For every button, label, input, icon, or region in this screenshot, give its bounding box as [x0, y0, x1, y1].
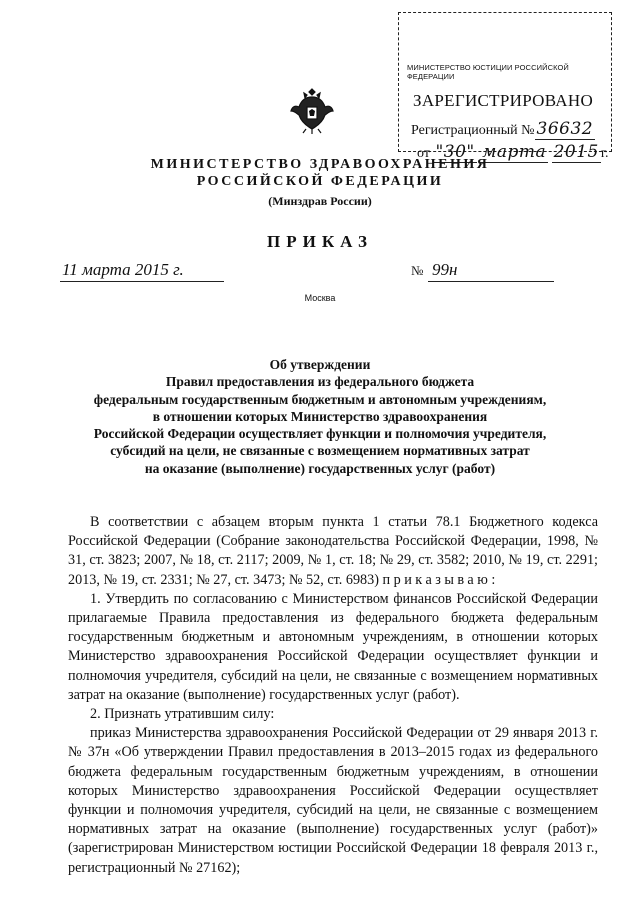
title-line: Об утверждении — [269, 357, 371, 372]
order-title: ПРИКАЗ — [267, 232, 373, 251]
stamp-reg-label: Регистрационный № — [411, 123, 535, 138]
document-body — [68, 513, 598, 878]
registration-stamp — [398, 12, 612, 162]
ministry-name-line2: РОССИЙСКОЙ ФЕДЕРАЦИИ — [196, 174, 444, 189]
title-line: федеральным государственным бюджетным и автономным учреждениям, — [93, 391, 547, 407]
item-1-paragraph: 1. Утвердить по согласованию с Министерством финансов Российской Федерации прилагаемые Правила предоставления из федерального бюджета федеральным государственным бюджетным и автономным учреждениям, в отношении которых Министерство здравоохранения Российской Федерации осуществляет функции и полномочия учредителя, субсидий на цели, не связанные с возмещением нормативных затрат на оказание (выполнение) государственных услуг (работ). — [68, 590, 598, 703]
order-date: 11 марта 2015 г. — [60, 259, 224, 282]
title-line: в отношении которых Министерство здравоохранения — [152, 408, 488, 424]
ministry-name-line1: МИНИСТЕРСТВО ЗДРАВООХРАНЕНИЯ — [150, 157, 490, 172]
order-number-sign: № — [411, 263, 424, 278]
order-subject-title — [52, 356, 588, 477]
preamble-text: В соответствии с абзацем вторым пункта 1 статьи 78.1 Бюджетного кодекса Российской Федерации (Собрание законодательства Российской Федерации, 1998, № 31, ст. 3823; 2007, № 18, ст. 2117; 2009, № 1, ст. 18; № 29, ст. 3582; 2010, № 19, ст. 2291; 2013, № 19, ст. 2331; № 27, ст. 3473; № 52, ст. 6983) — [68, 514, 598, 588]
stamp-registered-label: ЗАРЕГИСТРИРОВАНО — [413, 91, 594, 110]
stamp-date-day: "30" — [435, 142, 475, 162]
stamp-date-prefix: от — [417, 146, 430, 161]
stamp-registration-line — [411, 119, 595, 139]
title-line: субсидий на цели, не связанные с возмещением нормативных затрат — [110, 443, 530, 459]
item-2-subparagraph: приказ Министерства здравоохранения Российской Федерации от 29 января 2013 г. № 37н «Об утверждении Правил предоставления в 2013–2015 годах из федерального бюджета федеральным государственным бюджетным учреждениям, в отношении которых Министерство здравоохранения Российской Федерации осуществляет функции и полномочия учредителя, субсидий на цели, не связанные с возмещением нормативных затрат на оказание (выполнение) государственных услуг (работ)» (зарегистрирован Министерством юстиции Российской Федерации 18 февраля 2013 г., регистрационный № 27162); — [68, 725, 598, 876]
order-word: приказываю: — [382, 571, 499, 588]
stamp-date-suffix: г. — [600, 146, 609, 161]
title-line: Правил предоставления из федерального бюджета — [165, 374, 475, 390]
stamp-reg-number: 36632 — [536, 119, 594, 139]
stamp-date-year: 2015 — [553, 142, 599, 162]
order-number: 99н — [428, 259, 554, 282]
ministry-short-name: (Минздрав России) — [268, 194, 372, 208]
stamp-date-month: марта — [482, 142, 547, 162]
preamble-paragraph — [68, 513, 598, 590]
stamp-ministry-name: МИНИСТЕРСТВО ЮСТИЦИИ РОССИЙСКОЙ ФЕДЕРАЦИИ — [407, 63, 569, 81]
city: Москва — [304, 293, 336, 303]
russian-coat-of-arms-icon — [289, 85, 335, 135]
title-line: Российской Федерации осуществляет функции и полномочия учредителя, — [93, 426, 547, 442]
item-2-paragraph: 2. Признать утратившим силу: — [90, 706, 275, 723]
title-line: на оказание (выполнение) государственных услуг (работ) — [144, 460, 496, 476]
